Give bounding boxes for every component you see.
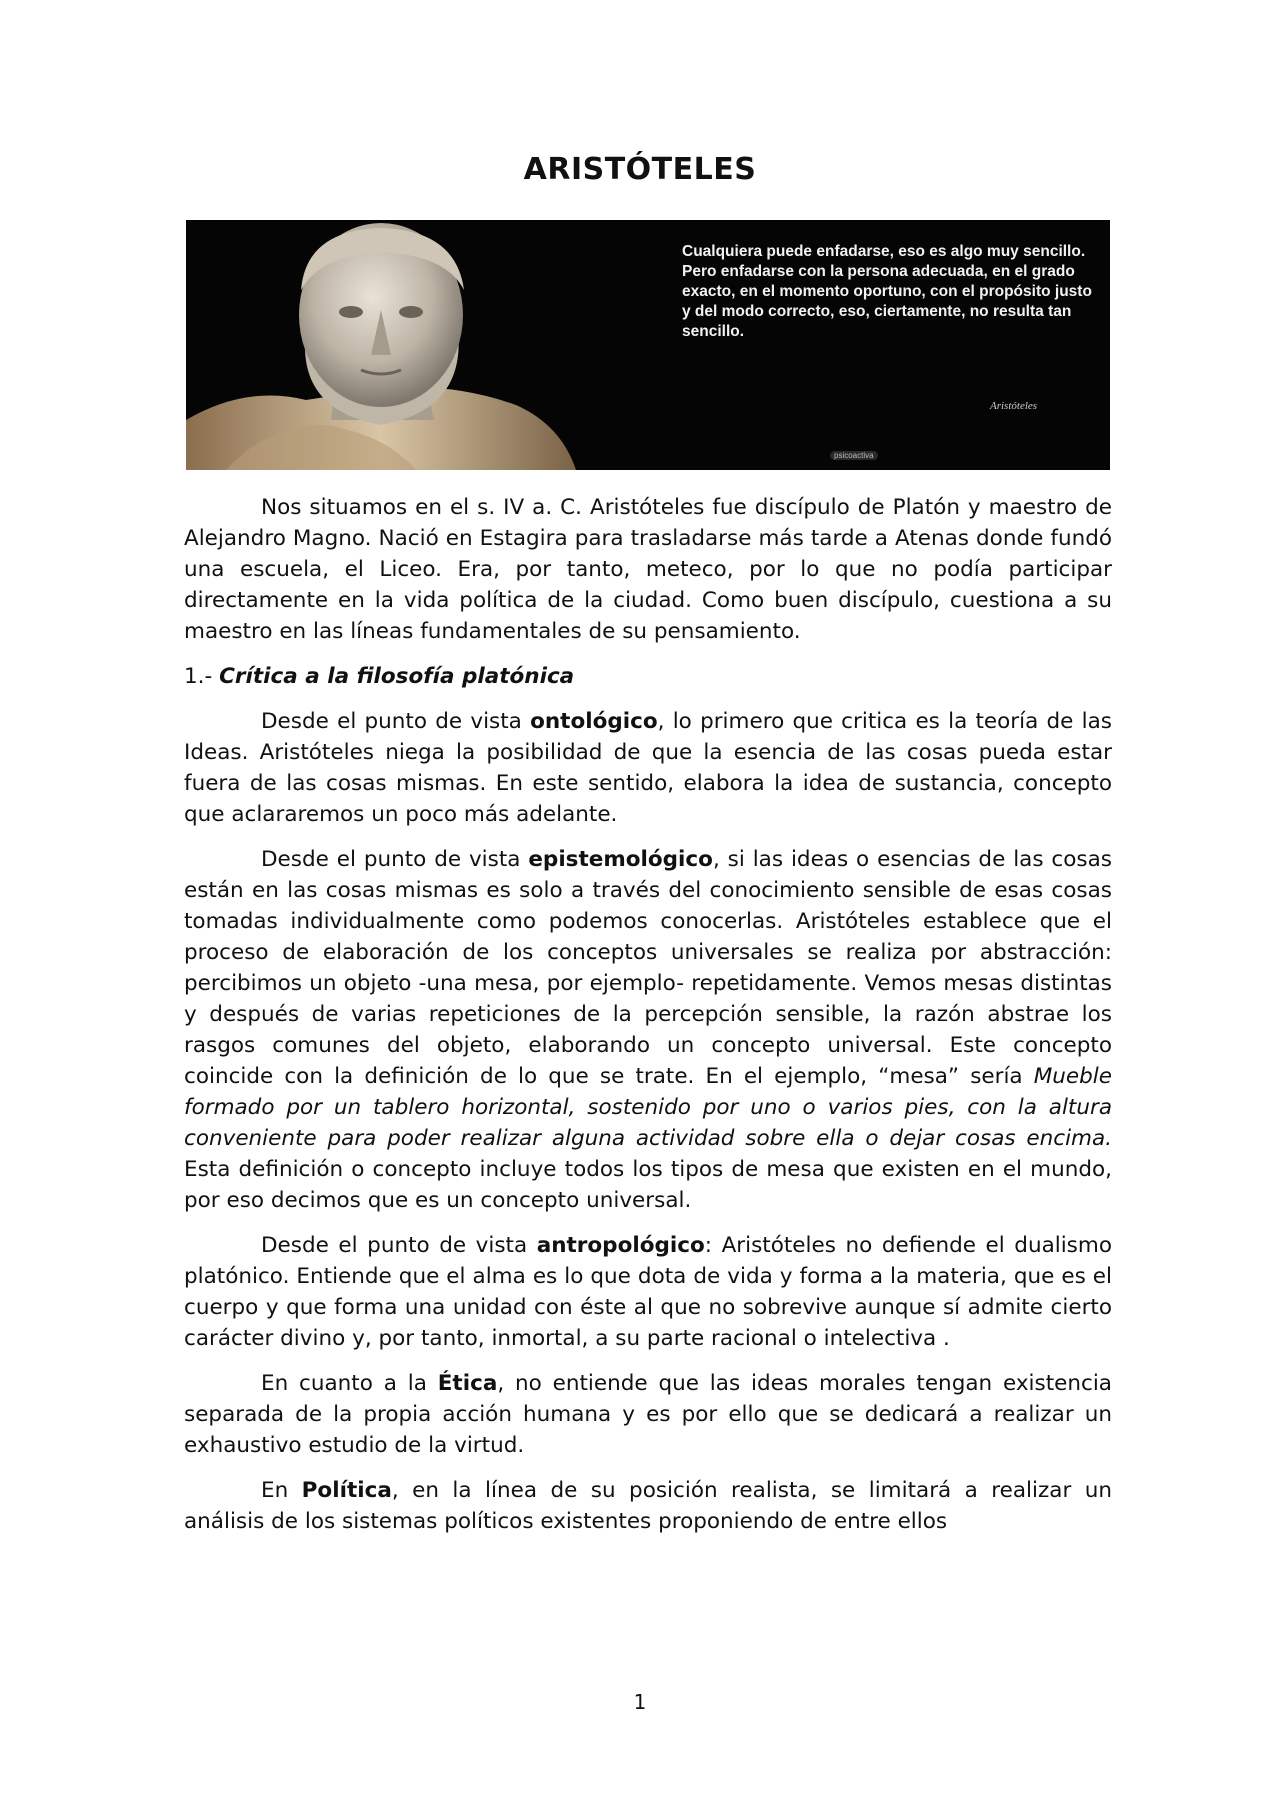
image-watermark: psicoactiva xyxy=(830,451,878,460)
paragraph-ethics xyxy=(184,1368,1112,1461)
text-run: , si las ideas o esencias de las cosas están en las cosas mismas es solo a través del conocimiento sensible de esas cosas tomadas individualmente como podemos conocerlas. Aristóteles establece que el proceso de elaboración de los conceptos universales se realiza por abstracción: percibimos un objeto -una mesa, por ejemplo- repetidamente. Vemos mesas distintas y después de varias repeticiones de la percepción sensible, la razón abstrae los rasgos comunes del objeto, elaborando un concepto universal. Este concepto coincide con la definición de lo que se trate. En el ejemplo, “mesa” sería xyxy=(184,847,1112,1089)
paragraph-ontological xyxy=(184,706,1112,830)
text-run: , lo primero que critica es la teoría de las Ideas. Aristóteles niega la posibilidad de que la esencia de las cosas pueda estar fuera de las cosas mismas. En este sentido, elabora la idea de sustancia, concepto que aclararemos un poco más adelante. xyxy=(184,709,1112,827)
paragraph-politics xyxy=(184,1475,1112,1537)
italic-definition: Mueble formado por un tablero horizontal, sostenido por uno o varios pies, con la altura conveniente para poder realizar alguna actividad sobre ella o dejar cosas encima. xyxy=(184,1064,1112,1151)
aristotle-quote-banner xyxy=(186,220,1110,470)
text-run: , no entiende que las ideas morales tengan existencia separada de la propia acción humana y es por ello que se dedicará a realizar un exhaustivo estudio de la virtud. xyxy=(184,1371,1112,1458)
text-run: , en la línea de su posición realista, se limitará a realizar un análisis de los sistemas políticos existentes proponiendo de entre ellos xyxy=(184,1478,1113,1534)
text-run: En xyxy=(261,1478,302,1503)
text-run: En cuanto a la xyxy=(261,1371,438,1396)
text-run: : Aristóteles no defiende el dualismo platónico. Entiende que el alma es lo que dota de vida y forma a la materia, que es el cuerpo y que forma una unidad con éste al que no sobrevive aunque sí admite cierto carácter divino y, por tanto, inmortal, a su parte racional o intelectiva . xyxy=(184,1233,1112,1351)
section-heading xyxy=(184,661,1112,692)
bold-term: Política xyxy=(301,1478,392,1503)
text-run: Desde el punto de vista xyxy=(261,847,529,872)
section-number: 1.- xyxy=(184,664,220,689)
document-body xyxy=(184,492,1112,1537)
text-run: Esta definición o concepto incluye todos los tipos de mesa que existen en el mundo, por eso decimos que es un concepto universal. xyxy=(184,1157,1112,1213)
bold-term: antropológico xyxy=(536,1233,705,1258)
bold-term: epistemológico xyxy=(528,847,713,872)
page-number: 1 xyxy=(633,1690,647,1714)
bold-term: ontológico xyxy=(530,709,658,734)
bold-term: Ética xyxy=(437,1371,498,1396)
paragraph-intro: Nos situamos en el s. IV a. C. Aristóteles fue discípulo de Platón y maestro de Alejandro Magno. Nació en Estagira para trasladarse más tarde a Atenas donde fundó una escuela, el Liceo. Era, por tanto, meteco, por lo que no podía participar directamente en la vida política de la ciudad. Como buen discípulo, cuestiona a su maestro en las líneas fundamentales de su pensamiento. xyxy=(184,495,1112,644)
text-run: Desde el punto de vista xyxy=(261,709,531,734)
document-title: ARISTÓTELES xyxy=(523,152,757,187)
text-run: Desde el punto de vista xyxy=(261,1233,537,1258)
quote-attribution: Aristóteles xyxy=(990,400,1038,412)
quote-text: Cualquiera puede enfadarse, eso es algo muy sencillo. Pero enfadarse con la persona adecuada, en el grado exacto, en el momento oportuno, con el propósito justo y del modo correcto, eso, ciertamente, no resulta tan sencillo. xyxy=(682,243,1092,340)
paragraph-anthropological xyxy=(184,1230,1112,1354)
section-title: Crítica a la filosofía platónica xyxy=(219,664,575,689)
paragraph-epistemological xyxy=(184,844,1112,1216)
